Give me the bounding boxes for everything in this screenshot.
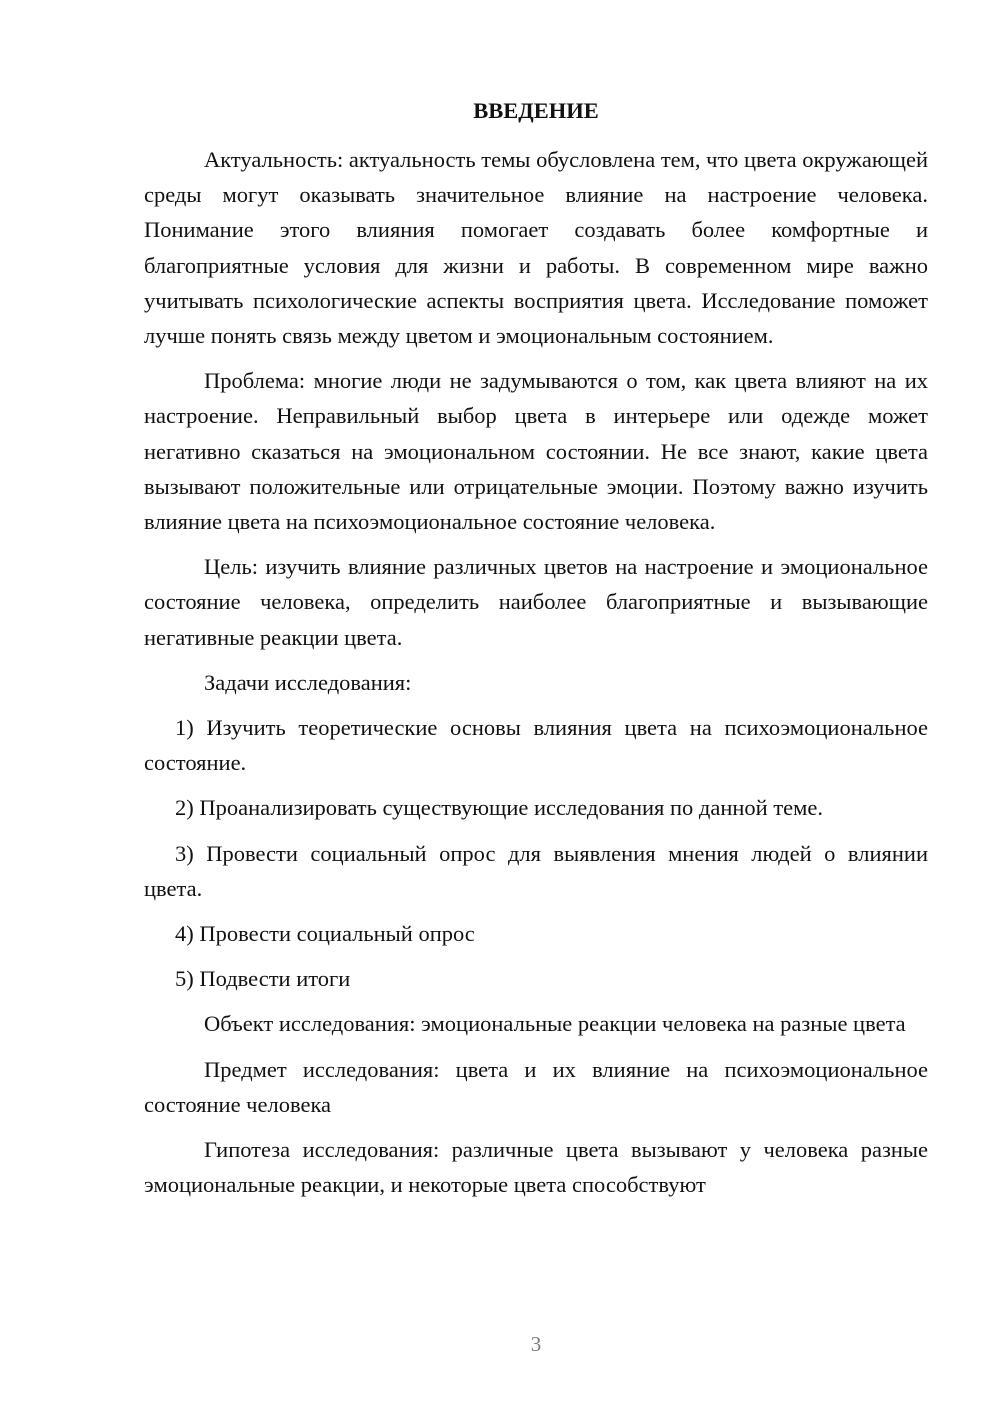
paragraph-object: Объект исследования: эмоциональные реакции человека на разные цвета bbox=[204, 1011, 906, 1037]
task-item-2: 2) Проанализировать существующие исследования по данной теме. bbox=[175, 795, 824, 821]
paragraph-relevance: Актуальность: актуальность темы обусловлена тем, что цвета окружающей среды могут оказывать значительное влияние на настроение человека. Понимание этого влияния помогает создавать более комфортные и благоприятные условия для жизни и работы. В современном мире важно учитывать психологические аспекты восприятия цвета. Исследование поможет лучше понять связь между цветом и эмоциональным состоянием. bbox=[144, 147, 928, 349]
page-content bbox=[144, 94, 928, 1212]
paragraph-subject: Предмет исследования: цвета и их влияние на психоэмоциональное состояние человека bbox=[144, 1056, 928, 1117]
paragraph-problem: Проблема: многие люди не задумываются о том, как цвета влияют на их настроение. Неправильный выбор цвета в интерьере или одежде может негативно сказаться на эмоциональном состоянии. Не все знают, какие цвета вызывают положительные или отрицательные эмоции. Поэтому важно изучить влияние цвета на психоэмоциональное состояние человека. bbox=[144, 368, 928, 535]
page-title: ВВЕДЕНИЕ bbox=[473, 98, 599, 123]
paragraph-goal: Цель: изучить влияние различных цветов на настроение и эмоциональное состояние человека, определить наиболее благоприятные и вызывающие негативные реакции цвета. bbox=[144, 554, 928, 650]
paragraph-hypothesis: Гипотеза исследования: различные цвета вызывают у человека разные эмоциональные реакции, и некоторые цвета способствуют bbox=[144, 1137, 928, 1198]
tasks-heading: Задачи исследования: bbox=[204, 669, 412, 695]
task-item-3: 3) Провести социальный опрос для выявления мнения людей о влиянии цвета. bbox=[144, 840, 928, 901]
task-item-5: 5) Подвести итоги bbox=[175, 966, 351, 992]
task-item-4: 4) Провести социальный опрос bbox=[175, 921, 475, 947]
task-item-1: 1) Изучить теоретические основы влияния цвета на психоэмоциональное состояние. bbox=[144, 715, 928, 776]
page-number: 3 bbox=[530, 1332, 542, 1356]
